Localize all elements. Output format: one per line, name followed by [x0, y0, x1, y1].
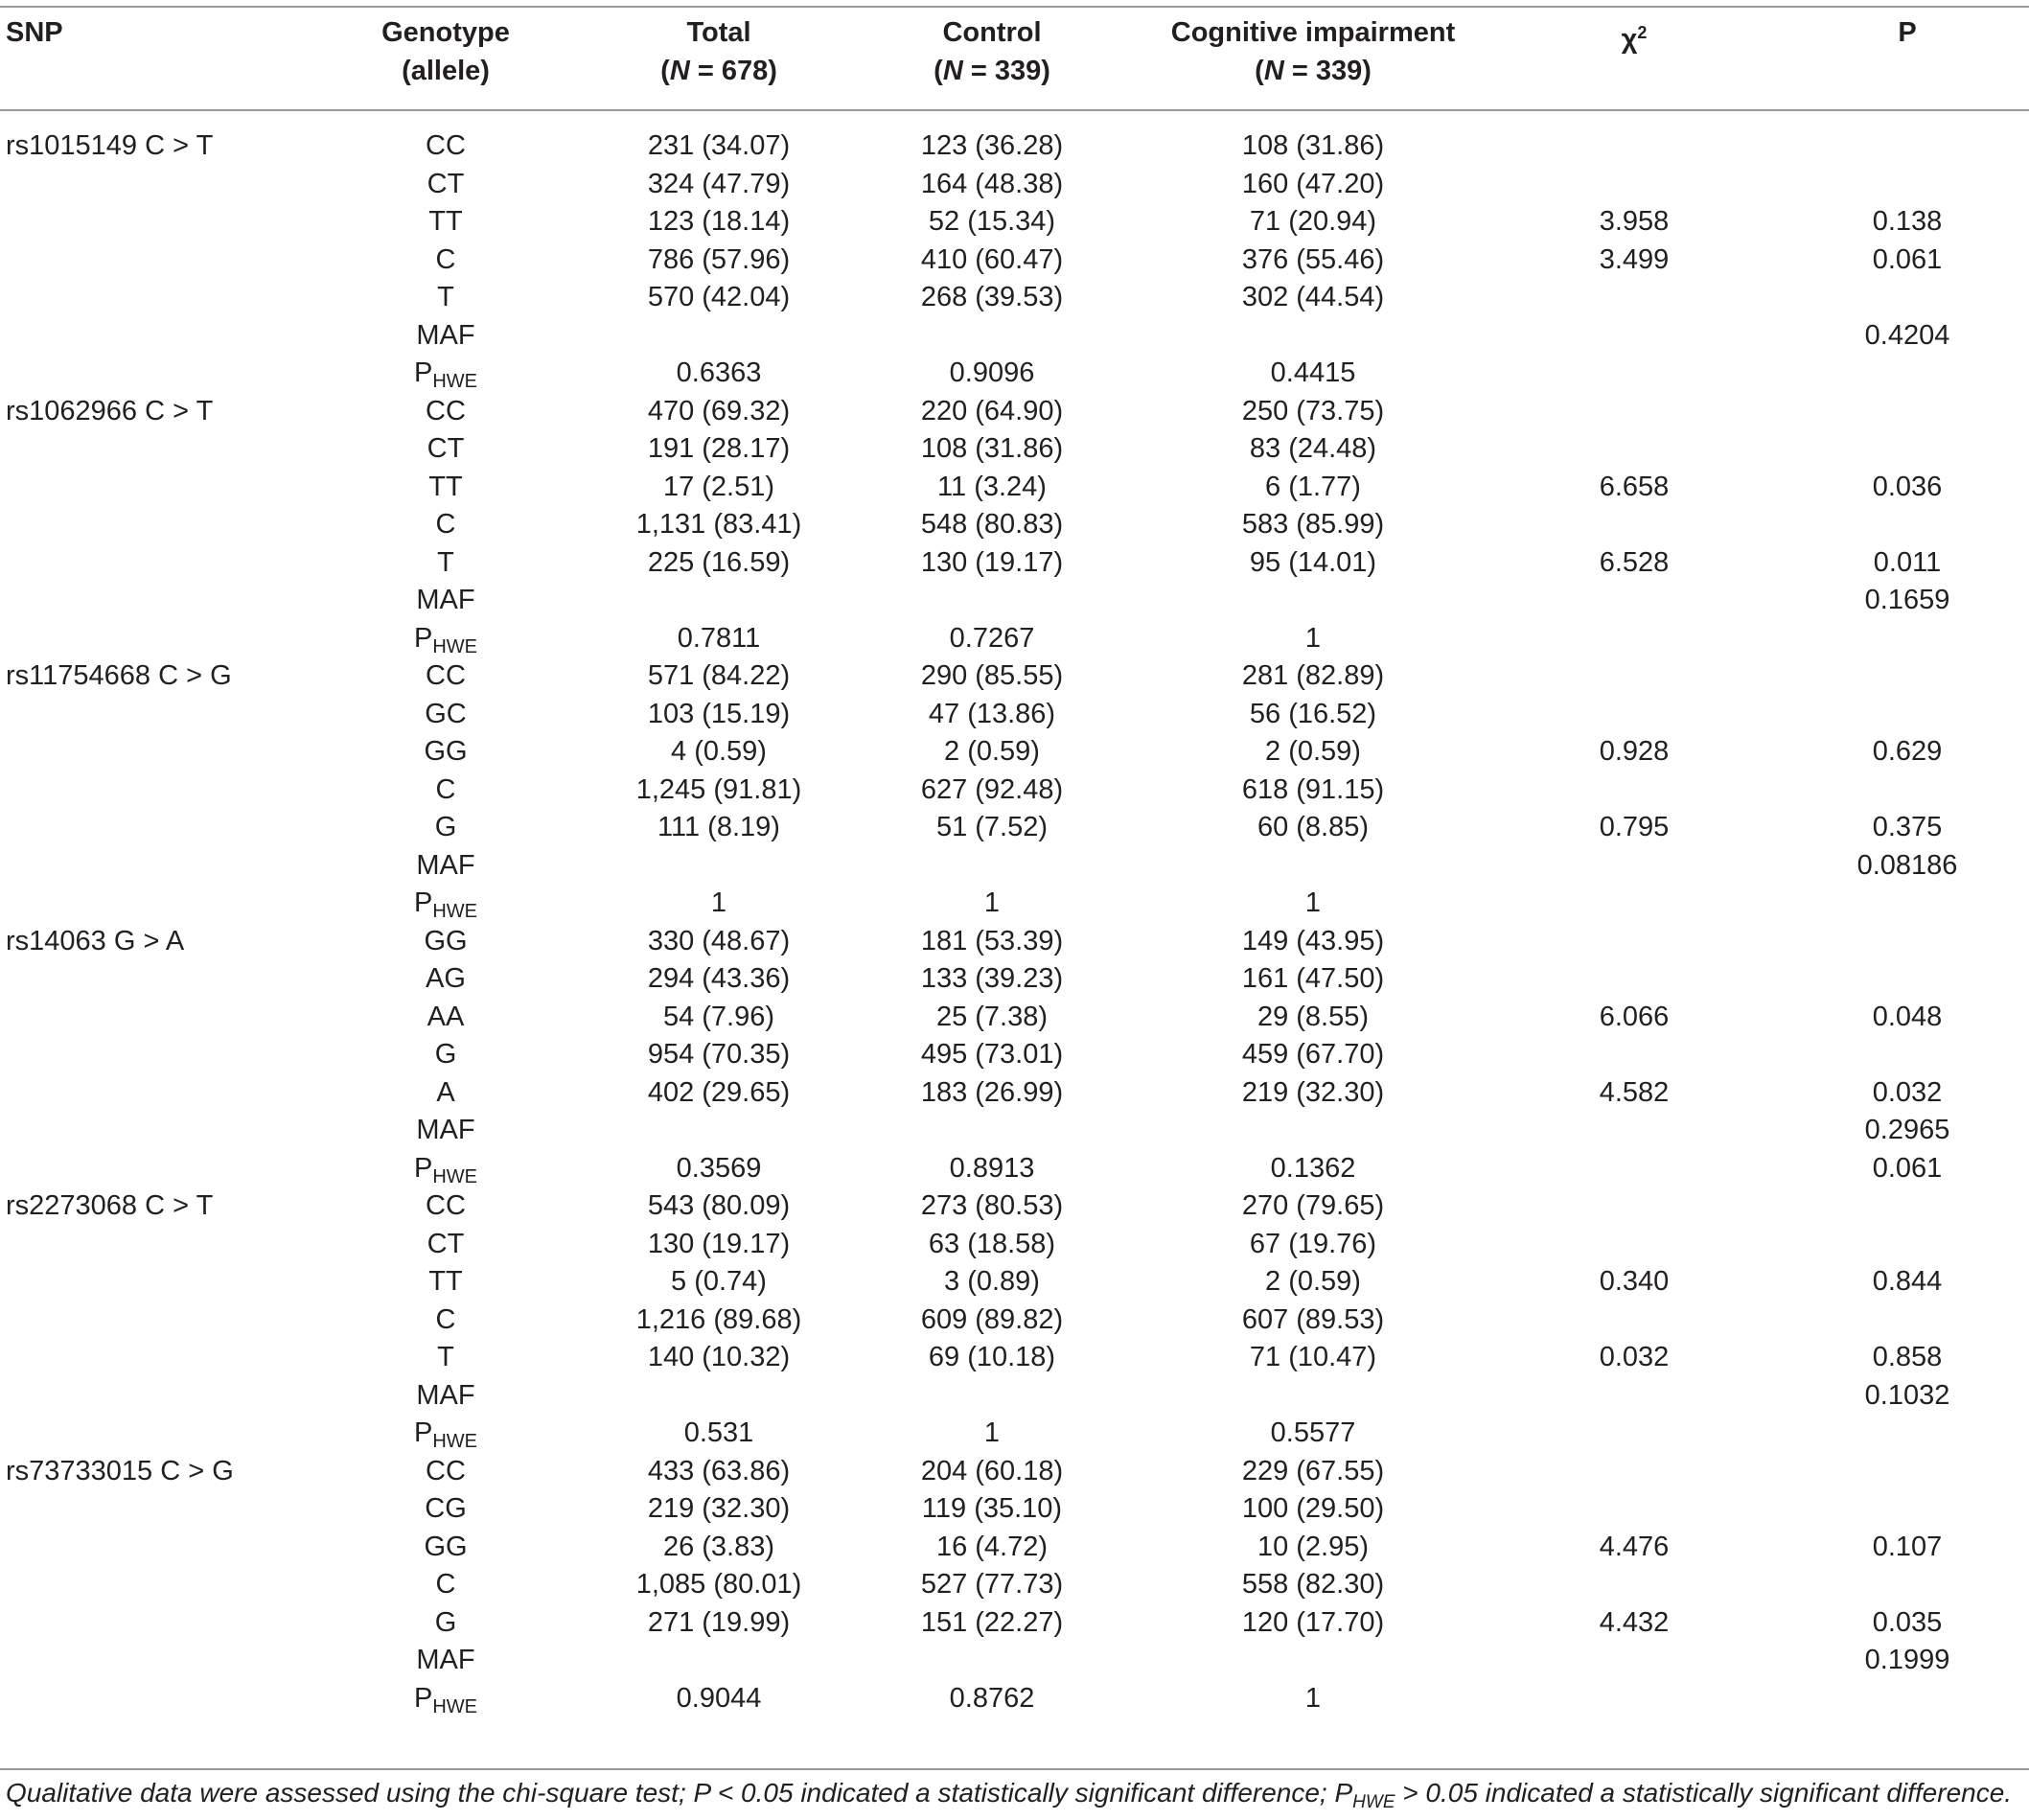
table-row — [0, 392, 2029, 430]
cell-genotype: AA — [427, 1001, 465, 1032]
cell-control: 108 (31.86) — [920, 433, 1064, 464]
cell-cognitive-impairment: 376 (55.46) — [1241, 243, 1385, 275]
cell-cognitive-impairment: 100 (29.50) — [1241, 1493, 1385, 1524]
table-row — [0, 619, 2029, 657]
cell-cognitive-impairment: 270 (79.65) — [1241, 1190, 1385, 1221]
cell-control: 1 — [983, 1417, 1001, 1448]
cell-cognitive-impairment: 281 (82.89) — [1241, 660, 1385, 691]
table-row — [0, 165, 2029, 203]
cell-genotype: $P_{HWE}$ — [413, 357, 477, 392]
cell-genotype: CT — [427, 168, 465, 199]
cell-chi-square: 0.032 — [1599, 1342, 1670, 1372]
cell-total: 954 (70.35) — [647, 1039, 791, 1070]
cell-cognitive-impairment: 558 (82.30) — [1241, 1569, 1385, 1600]
table-row — [0, 771, 2029, 809]
table-row — [0, 1565, 2029, 1603]
cell-cognitive-impairment: 149 (43.95) — [1241, 925, 1385, 956]
cell-p-value: 0.048 — [1872, 1001, 1943, 1032]
cell-total: 111 (8.19) — [657, 812, 780, 842]
cell-total: 26 (3.83) — [662, 1531, 775, 1562]
cell-total: 225 (16.59) — [647, 546, 791, 578]
cell-total: 4 (0.59) — [671, 736, 767, 767]
cell-control: 47 (13.86) — [928, 698, 1056, 729]
cell-control: 52 (15.34) — [928, 206, 1056, 237]
table-row — [0, 278, 2029, 316]
cell-cognitive-impairment: 229 (67.55) — [1241, 1455, 1385, 1486]
cell-total: 402 (29.65) — [647, 1076, 791, 1108]
table-row — [0, 543, 2029, 582]
table-row — [0, 581, 2029, 619]
header-total: Total (N = 678) — [660, 17, 777, 86]
table-bottom-rule — [0, 1768, 2029, 1770]
cell-cognitive-impairment: 161 (47.50) — [1241, 963, 1385, 994]
cell-cognitive-impairment: 459 (67.70) — [1241, 1039, 1385, 1070]
table-top-rule — [0, 6, 2029, 8]
cell-cognitive-impairment: 120 (17.70) — [1241, 1606, 1385, 1638]
cell-total: 191 (28.17) — [647, 433, 791, 464]
cell-genotype: T — [437, 1342, 454, 1372]
table-row — [0, 1149, 2029, 1187]
cell-control: 16 (4.72) — [935, 1531, 1049, 1562]
cell-control: 273 (80.53) — [920, 1190, 1064, 1221]
cell-control: 2 (0.59) — [944, 736, 1040, 767]
cell-genotype: AG — [426, 963, 466, 994]
cell-chi-square: 0.795 — [1599, 812, 1670, 842]
table-row — [0, 884, 2029, 922]
table-row — [0, 922, 2029, 960]
cell-chi-square: 0.340 — [1599, 1266, 1670, 1297]
cell-cognitive-impairment: 607 (89.53) — [1241, 1303, 1385, 1335]
cell-total: 1,216 (89.68) — [635, 1303, 802, 1335]
table-row — [0, 354, 2029, 392]
cell-cognitive-impairment: 160 (47.20) — [1241, 168, 1385, 199]
cell-p-value: 0.844 — [1872, 1266, 1943, 1297]
cell-total: 130 (19.17) — [647, 1228, 791, 1259]
cell-total: 1,245 (91.81) — [635, 773, 802, 805]
cell-control: 0.8762 — [949, 1682, 1035, 1714]
cell-cognitive-impairment: 83 (24.48) — [1249, 433, 1377, 464]
cell-chi-square: 6.528 — [1599, 546, 1670, 578]
cell-snp: rs73733015 C > G — [6, 1455, 234, 1486]
table-row — [0, 241, 2029, 279]
cell-control: 130 (19.17) — [920, 546, 1064, 578]
cell-snp: rs2273068 C > T — [6, 1190, 214, 1221]
cell-genotype: C — [435, 243, 456, 275]
cell-control: 609 (89.82) — [920, 1303, 1064, 1335]
table-row — [0, 1111, 2029, 1149]
cell-cognitive-impairment: 95 (14.01) — [1249, 546, 1377, 578]
cell-cognitive-impairment: 71 (20.94) — [1249, 206, 1377, 237]
cell-p-value: 0.1032 — [1864, 1379, 1950, 1411]
cell-control: 51 (7.52) — [935, 812, 1049, 842]
cell-genotype: GC — [425, 698, 467, 729]
cell-cognitive-impairment: 583 (85.99) — [1241, 509, 1385, 540]
cell-genotype: $P_{HWE}$ — [413, 887, 477, 922]
cell-p-value: 0.036 — [1872, 471, 1943, 502]
cell-genotype: C — [435, 1569, 456, 1600]
cell-cognitive-impairment: 71 (10.47) — [1249, 1342, 1377, 1372]
cell-chi-square: 6.066 — [1599, 1001, 1670, 1032]
cell-p-value: 0.1659 — [1864, 585, 1950, 615]
cell-genotype: GG — [424, 925, 468, 956]
table-row — [0, 468, 2029, 506]
cell-genotype: CC — [426, 130, 466, 161]
cell-control: 3 (0.89) — [944, 1266, 1040, 1297]
cell-p-value: 0.107 — [1872, 1531, 1943, 1562]
cell-cognitive-impairment: 10 (2.95) — [1257, 1531, 1370, 1562]
cell-total: 543 (80.09) — [647, 1190, 791, 1221]
cell-genotype: TT — [428, 1266, 463, 1297]
cell-control: 164 (48.38) — [920, 168, 1064, 199]
cell-total: 123 (18.14) — [647, 206, 791, 237]
header-genotype: Genotype (allele) — [381, 17, 510, 86]
cell-total: 231 (34.07) — [647, 130, 791, 161]
cell-snp: rs11754668 C > G — [6, 660, 232, 691]
cell-genotype: CT — [427, 433, 465, 464]
cell-p-value: 0.061 — [1872, 1152, 1943, 1184]
cell-total: 571 (84.22) — [647, 660, 791, 691]
cell-snp: rs1062966 C > T — [6, 395, 214, 426]
cell-total: 786 (57.96) — [647, 243, 791, 275]
cell-p-value: 0.011 — [1873, 546, 1942, 578]
cell-control: 410 (60.47) — [920, 243, 1064, 275]
table-row — [0, 1679, 2029, 1717]
table-row — [0, 1603, 2029, 1642]
cell-snp: rs14063 G > A — [6, 925, 185, 956]
cell-control: 0.8913 — [949, 1152, 1035, 1184]
table-body — [0, 127, 2029, 1716]
header-chi-square: $\chi^2$ — [1621, 23, 1648, 55]
table-row — [0, 998, 2029, 1036]
cell-total: 54 (7.96) — [662, 1001, 775, 1032]
cell-genotype: CC — [426, 1455, 466, 1486]
cell-genotype: MAF — [416, 1645, 475, 1675]
cell-genotype: G — [434, 1039, 457, 1070]
cell-control: 627 (92.48) — [920, 773, 1064, 805]
cell-genotype: T — [437, 282, 454, 312]
table-row — [0, 505, 2029, 543]
cell-cognitive-impairment: 250 (73.75) — [1241, 395, 1385, 426]
cell-p-value: 0.035 — [1872, 1606, 1943, 1638]
table-row — [0, 732, 2029, 771]
cell-genotype: $P_{HWE}$ — [413, 1152, 477, 1187]
table-row — [0, 202, 2029, 241]
table-row — [0, 695, 2029, 733]
cell-total: 1,085 (80.01) — [635, 1569, 802, 1600]
cell-genotype: GG — [424, 736, 468, 767]
cell-total: 219 (32.30) — [647, 1493, 791, 1524]
table-row — [0, 959, 2029, 998]
table-row — [0, 1414, 2029, 1452]
cell-genotype: MAF — [416, 319, 475, 351]
cell-control: 220 (64.90) — [920, 395, 1064, 426]
cell-control: 290 (85.55) — [920, 660, 1064, 691]
cell-p-value: 0.061 — [1872, 243, 1943, 275]
cell-chi-square: 4.432 — [1599, 1606, 1670, 1638]
cell-genotype: TT — [428, 471, 463, 502]
cell-total: 103 (15.19) — [647, 698, 791, 729]
table-row — [0, 1338, 2029, 1376]
cell-genotype: MAF — [416, 849, 475, 881]
cell-cognitive-impairment: 60 (8.85) — [1257, 812, 1370, 842]
cell-chi-square: 3.958 — [1599, 206, 1670, 237]
header-snp: SNP — [6, 17, 63, 48]
table-footnote: Qualitative data were assessed using the chi-square test; P < 0.05 indicated a statistically significant difference; $P_{HWE} > 0.05$ indicated a statistically significant difference. — [6, 1778, 2013, 1812]
header-cognitive-impairment: Cognitive impairment (N = 339) — [1170, 17, 1456, 86]
table-row — [0, 808, 2029, 846]
cell-genotype: CG — [425, 1493, 467, 1524]
cell-p-value: 0.375 — [1872, 812, 1943, 842]
cell-cognitive-impairment: 219 (32.30) — [1241, 1076, 1385, 1108]
cell-genotype: CC — [426, 395, 466, 426]
cell-chi-square: 6.658 — [1599, 471, 1670, 502]
cell-p-value: 0.1999 — [1864, 1645, 1950, 1675]
cell-genotype: $P_{HWE}$ — [413, 1417, 477, 1452]
table-row — [0, 1035, 2029, 1073]
header-rule — [0, 109, 2029, 111]
table-row — [0, 1452, 2029, 1490]
cell-chi-square: 3.499 — [1599, 243, 1670, 275]
cell-total: 0.9044 — [676, 1682, 762, 1714]
cell-control: 123 (36.28) — [920, 130, 1064, 161]
cell-total: 17 (2.51) — [662, 471, 775, 502]
cell-cognitive-impairment: 2 (0.59) — [1265, 1266, 1361, 1297]
cell-control: 495 (73.01) — [920, 1039, 1064, 1070]
cell-total: 271 (19.99) — [647, 1606, 791, 1638]
cell-genotype: MAF — [416, 585, 475, 615]
cell-cognitive-impairment: 1 — [1304, 1682, 1322, 1714]
cell-cognitive-impairment: 2 (0.59) — [1265, 736, 1361, 767]
cell-genotype: MAF — [416, 1379, 475, 1411]
table-row — [0, 1225, 2029, 1263]
cell-control: 25 (7.38) — [935, 1001, 1049, 1032]
cell-p-value: 0.4204 — [1864, 319, 1950, 351]
cell-control: 204 (60.18) — [920, 1455, 1064, 1486]
cell-total: 330 (48.67) — [647, 925, 791, 956]
cell-control: 0.9096 — [949, 357, 1035, 388]
cell-cognitive-impairment: 0.4415 — [1270, 357, 1356, 388]
table-row — [0, 127, 2029, 165]
table-row — [0, 1528, 2029, 1566]
cell-total: 0.531 — [683, 1417, 754, 1448]
cell-p-value: 0.08186 — [1856, 849, 1958, 881]
cell-total: 0.7811 — [677, 622, 761, 654]
cell-total: 294 (43.36) — [647, 963, 791, 994]
table-row — [0, 1262, 2029, 1301]
cell-p-value: 0.858 — [1872, 1342, 1943, 1372]
cell-control: 133 (39.23) — [920, 963, 1064, 994]
table-row — [0, 1376, 2029, 1415]
cell-p-value: 0.138 — [1872, 206, 1943, 237]
cell-cognitive-impairment: 618 (91.15) — [1241, 773, 1385, 805]
table-row — [0, 1641, 2029, 1679]
cell-p-value: 0.032 — [1872, 1076, 1943, 1108]
cell-total: 5 (0.74) — [671, 1266, 767, 1297]
cell-control: 11 (3.24) — [937, 471, 1047, 502]
cell-cognitive-impairment: 67 (19.76) — [1249, 1228, 1377, 1259]
cell-control: 69 (10.18) — [928, 1342, 1056, 1372]
table-row — [0, 1489, 2029, 1528]
cell-chi-square: 0.928 — [1599, 736, 1670, 767]
cell-cognitive-impairment: 6 (1.77) — [1265, 471, 1361, 502]
cell-total: 324 (47.79) — [647, 168, 791, 199]
cell-genotype: CT — [427, 1228, 465, 1259]
table-row — [0, 1301, 2029, 1339]
cell-cognitive-impairment: 0.5577 — [1270, 1417, 1356, 1448]
cell-genotype: G — [434, 1606, 457, 1638]
cell-genotype: CC — [426, 1190, 466, 1221]
cell-control: 63 (18.58) — [928, 1228, 1056, 1259]
cell-control: 151 (22.27) — [920, 1606, 1064, 1638]
cell-genotype: TT — [428, 206, 463, 237]
cell-control: 181 (53.39) — [920, 925, 1064, 956]
cell-control: 183 (26.99) — [920, 1076, 1064, 1108]
cell-control: 268 (39.53) — [920, 282, 1064, 312]
cell-cognitive-impairment: 56 (16.52) — [1249, 698, 1377, 729]
cell-genotype: MAF — [416, 1115, 475, 1145]
cell-chi-square: 4.582 — [1599, 1076, 1670, 1108]
cell-cognitive-impairment: 108 (31.86) — [1241, 130, 1385, 161]
cell-genotype: A — [436, 1076, 455, 1108]
cell-genotype: $P_{HWE}$ — [413, 1682, 477, 1717]
cell-control: 548 (80.83) — [920, 509, 1064, 540]
cell-genotype: T — [437, 546, 454, 578]
cell-cognitive-impairment: 29 (8.55) — [1257, 1001, 1370, 1032]
table-row — [0, 1186, 2029, 1225]
cell-control: 0.7267 — [949, 622, 1035, 654]
cell-snp: rs1015149 C > T — [6, 130, 214, 161]
cell-total: 140 (10.32) — [647, 1342, 791, 1372]
table-row — [0, 429, 2029, 468]
cell-genotype: C — [435, 1303, 456, 1335]
cell-control: 1 — [983, 887, 1001, 918]
cell-genotype: GG — [424, 1531, 468, 1562]
header-p-value: P — [1898, 17, 1917, 48]
cell-genotype: CC — [426, 660, 466, 691]
table-row — [0, 846, 2029, 885]
cell-cognitive-impairment: 0.1362 — [1270, 1152, 1356, 1184]
cell-p-value: 0.629 — [1872, 736, 1943, 767]
cell-total: 570 (42.04) — [647, 282, 791, 312]
cell-genotype: C — [435, 509, 456, 540]
header-control: Control (N = 339) — [934, 17, 1050, 86]
cell-total: 470 (69.32) — [647, 395, 791, 426]
cell-cognitive-impairment: 302 (44.54) — [1241, 282, 1385, 312]
cell-cognitive-impairment: 1 — [1304, 887, 1322, 918]
table-row — [0, 657, 2029, 695]
cell-genotype: G — [434, 812, 457, 842]
cell-chi-square: 4.476 — [1599, 1531, 1670, 1562]
table-row — [0, 1073, 2029, 1112]
cell-genotype: C — [435, 773, 456, 805]
cell-control: 119 (35.10) — [921, 1493, 1063, 1524]
cell-cognitive-impairment: 1 — [1304, 622, 1322, 654]
cell-genotype: $P_{HWE}$ — [413, 622, 477, 657]
cell-control: 527 (77.73) — [920, 1569, 1064, 1600]
cell-p-value: 0.2965 — [1864, 1115, 1950, 1145]
cell-total: 0.3569 — [676, 1152, 762, 1184]
cell-total: 433 (63.86) — [647, 1455, 791, 1486]
table-row — [0, 316, 2029, 355]
cell-total: 0.6363 — [676, 357, 762, 388]
cell-total: 1 — [710, 887, 727, 918]
cell-total: 1,131 (83.41) — [635, 509, 802, 540]
